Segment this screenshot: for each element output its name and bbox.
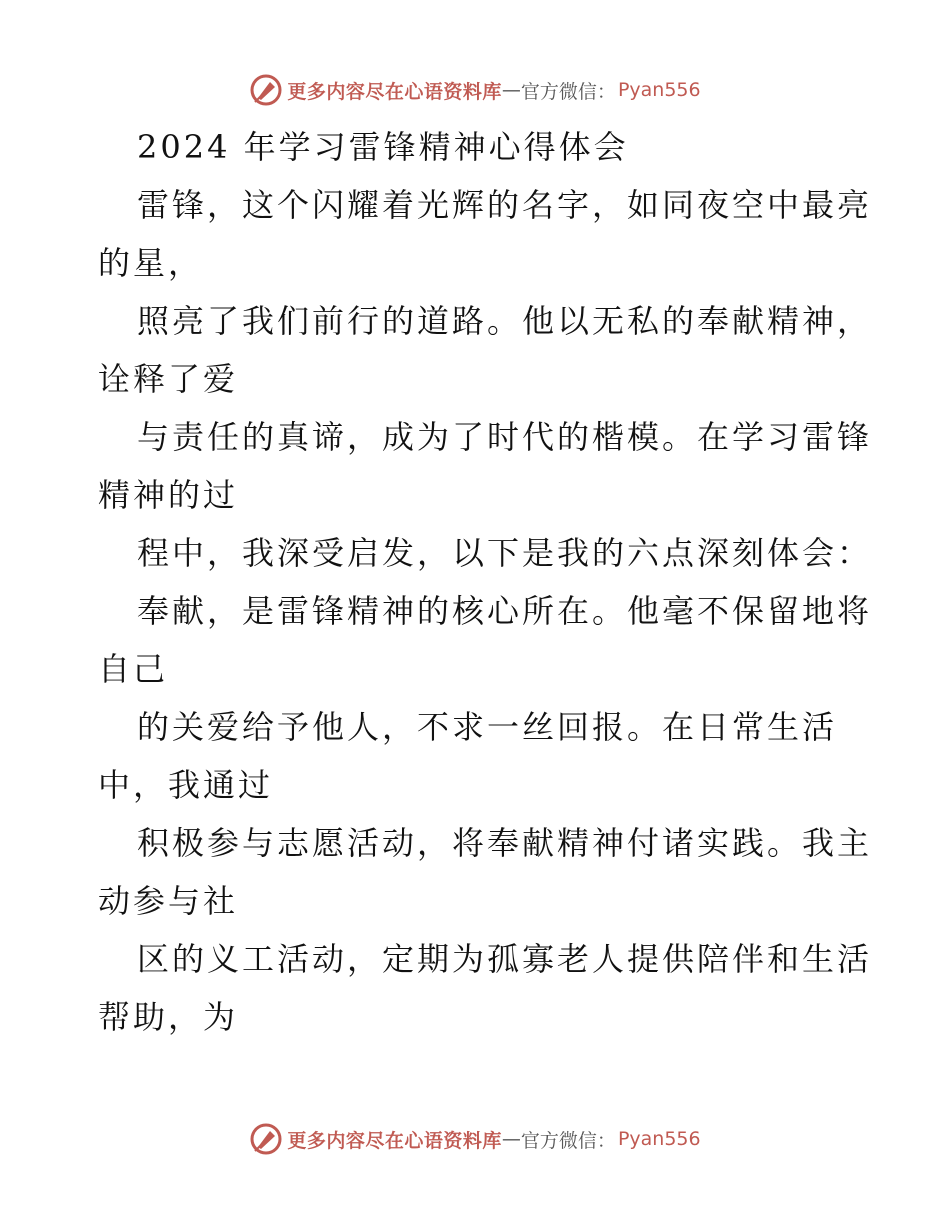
watermark-wechat-id: Pyan556 <box>617 1128 701 1150</box>
text-line: 精神的过 <box>98 476 239 514</box>
text-line: 雷锋，这个闪耀着光辉的名字，如同夜空中最亮 <box>137 186 873 224</box>
text-line: 的星， <box>98 244 204 282</box>
text-line: 诠释了爱 <box>98 360 239 398</box>
watermark-banner-bottom <box>0 1119 950 1159</box>
text-line: 奉献，是雷锋精神的核心所在。他毫不保留地将 <box>137 592 873 630</box>
text-line: 的关爱给予他人，不求一丝回报。在日常生活 <box>137 708 838 746</box>
pen-nib-logo-icon <box>249 73 283 107</box>
watermark-dash: — <box>501 1128 521 1150</box>
text-line: 动参与社 <box>98 882 239 920</box>
text-line: 帮助，为 <box>98 998 239 1036</box>
text-line: 照亮了我们前行的道路。他以无私的奉献精神， <box>137 302 873 340</box>
text-line: 积极参与志愿活动，将奉献精神付诸实践。我主 <box>137 824 873 862</box>
watermark-wechat-label: 官方微信： <box>520 80 616 103</box>
watermark-site-text: 更多内容尽在心语资料库 <box>287 80 502 103</box>
text-line: 与责任的真谛，成为了时代的楷模。在学习雷锋 <box>137 418 873 456</box>
text-line: 中，我通过 <box>98 766 274 804</box>
watermark-wechat-id: Pyan556 <box>617 79 701 101</box>
watermark-wechat-label: 官方微信： <box>520 1129 616 1152</box>
pen-nib-logo-icon <box>249 1122 283 1156</box>
watermark-site-text: 更多内容尽在心语资料库 <box>287 1129 502 1152</box>
text-line: 区的义工活动，定期为孤寡老人提供陪伴和生活 <box>137 940 873 978</box>
document-title: 2024 年学习雷锋精神心得体会 <box>137 128 629 166</box>
watermark-banner-top <box>0 70 950 110</box>
watermark-dash: — <box>501 79 521 101</box>
text-line: 程中，我深受启发，以下是我的六点深刻体会： <box>137 534 873 572</box>
text-line: 自己 <box>98 650 169 688</box>
